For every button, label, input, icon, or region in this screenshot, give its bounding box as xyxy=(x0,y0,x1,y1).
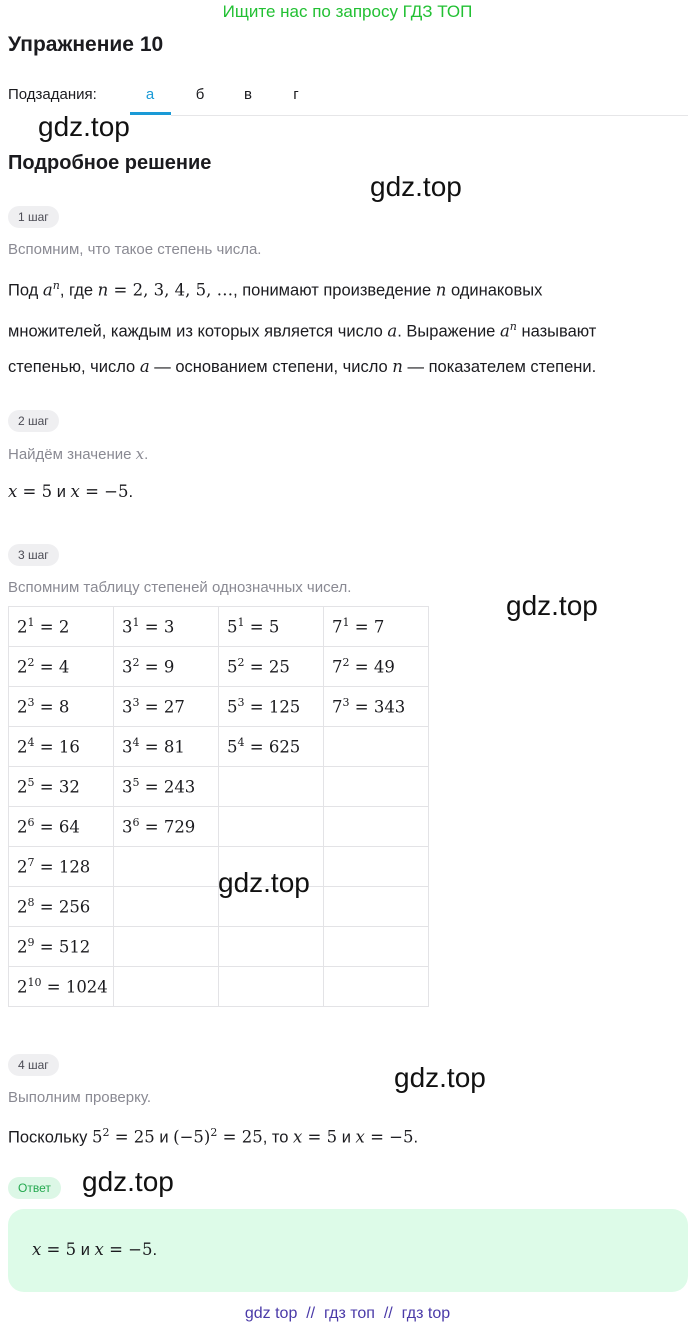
step-3-hint: Вспомним таблицу степеней однозначных чисел. xyxy=(8,579,352,596)
table-cell xyxy=(324,927,429,967)
table-cell: $2^{10} = 1024$ xyxy=(9,967,114,1007)
table-cell: $5^2 = 25$ xyxy=(219,647,324,687)
table-cell: $3^5 = 243$ xyxy=(114,767,219,807)
table-row xyxy=(9,927,429,967)
table-cell xyxy=(219,807,324,847)
watermark: gdz.top xyxy=(370,171,462,202)
step-1-definition xyxy=(8,268,688,385)
table-row xyxy=(9,727,429,767)
answer-box xyxy=(8,1209,688,1292)
tab-v[interactable]: в xyxy=(244,86,252,103)
watermark: gdz.top xyxy=(218,867,310,898)
table-cell: $2^6 = 64$ xyxy=(9,807,114,847)
table-row xyxy=(9,607,429,647)
table-row xyxy=(9,647,429,687)
footer-separator: // xyxy=(374,1305,402,1322)
table-row xyxy=(9,687,429,727)
table-cell xyxy=(324,767,429,807)
watermark: gdz.top xyxy=(38,111,130,142)
step-2-hint: Найдём значение x. xyxy=(8,445,149,463)
table-cell: $5^3 = 125$ xyxy=(219,687,324,727)
watermark: gdz.top xyxy=(82,1166,174,1197)
answer-text: x = 5 и x = −5. xyxy=(32,1240,158,1259)
step-1-hint: Вспомним, что такое степень числа. xyxy=(8,241,262,258)
table-row xyxy=(9,807,429,847)
table-cell xyxy=(219,927,324,967)
watermark: gdz.top xyxy=(394,1062,486,1093)
watermark: gdz.top xyxy=(506,590,598,621)
table-cell: $2^7 = 128$ xyxy=(9,847,114,887)
top-banner: Ищите нас по запросу ГДЗ ТОП xyxy=(222,2,473,21)
table-cell: $5^1 = 5$ xyxy=(219,607,324,647)
footer-link-2[interactable]: гдз топ xyxy=(324,1305,375,1322)
table-cell: $3^4 = 81$ xyxy=(114,727,219,767)
table-cell: $2^5 = 32$ xyxy=(9,767,114,807)
table-cell: $3^1 = 3$ xyxy=(114,607,219,647)
footer-link-1[interactable]: gdz top xyxy=(244,1305,298,1322)
table-cell: $7^1 = 7$ xyxy=(324,607,429,647)
definition-line-3: степенью, число a — основанием степени, число n — показателем степени. xyxy=(8,357,597,376)
step-2-badge: 2 шаг xyxy=(8,410,59,432)
table-cell: $7^2 = 49$ xyxy=(324,647,429,687)
table-cell: $3^6 = 729$ xyxy=(114,807,219,847)
table-cell xyxy=(219,967,324,1007)
tab-g[interactable]: г xyxy=(293,86,299,103)
table-cell: $2^8 = 256$ xyxy=(9,887,114,927)
table-cell: $2^4 = 16$ xyxy=(9,727,114,767)
table-cell xyxy=(114,887,219,927)
table-cell: $7^3 = 343$ xyxy=(324,687,429,727)
table-cell: $2^9 = 512$ xyxy=(9,927,114,967)
table-cell xyxy=(324,967,429,1007)
answer-badge: Ответ xyxy=(8,1177,61,1199)
definition-line-2: множителей, каждым из которых является число a. Выражение $a^n$ называют xyxy=(8,319,597,340)
table-cell xyxy=(324,847,429,887)
table-row xyxy=(9,967,429,1007)
table-cell xyxy=(324,887,429,927)
tab-b[interactable]: б xyxy=(195,86,205,103)
table-cell: $5^4 = 625$ xyxy=(219,727,324,767)
table-cell xyxy=(219,767,324,807)
table-cell: $3^3 = 27$ xyxy=(114,687,219,727)
solution-title: Подробное решение xyxy=(8,152,212,174)
footer-links xyxy=(0,1305,695,1323)
table-cell: $2^3 = 8$ xyxy=(9,687,114,727)
table-cell xyxy=(114,847,219,887)
table-cell: $2^2 = 4$ xyxy=(9,647,114,687)
table-cell xyxy=(324,807,429,847)
step-2-result: x = 5 и x = −5. xyxy=(8,482,134,501)
tab-a[interactable]: а xyxy=(145,86,155,103)
exercise-title: Упражнение 10 xyxy=(8,33,164,56)
definition-line-1: Под $a^n$, где n = 2, 3, 4, 5, …, понимают произведение n одинаковых xyxy=(8,279,543,300)
table-cell xyxy=(114,967,219,1007)
table-cell xyxy=(114,927,219,967)
step-4-check: Поскольку $5^2 = 25$ и $(-5)^2 = 25$, то x = 5 и x = −5. xyxy=(8,1126,419,1147)
footer-link-3[interactable]: гдз top xyxy=(401,1305,451,1322)
step-3-badge: 3 шаг xyxy=(8,544,59,566)
table-cell: $3^2 = 9$ xyxy=(114,647,219,687)
table-cell: $2^1 = 2$ xyxy=(9,607,114,647)
step-1-badge: 1 шаг xyxy=(8,206,59,228)
subtasks-label: Подзадания: xyxy=(8,86,97,103)
table-cell xyxy=(324,727,429,767)
step-4-hint: Выполним проверку. xyxy=(8,1089,152,1106)
tabs-divider xyxy=(171,115,688,116)
active-tab-indicator xyxy=(130,112,171,115)
footer-separator: // xyxy=(297,1305,325,1322)
step-4-badge: 4 шаг xyxy=(8,1054,59,1076)
table-row xyxy=(9,767,429,807)
powers-table xyxy=(8,606,429,1007)
